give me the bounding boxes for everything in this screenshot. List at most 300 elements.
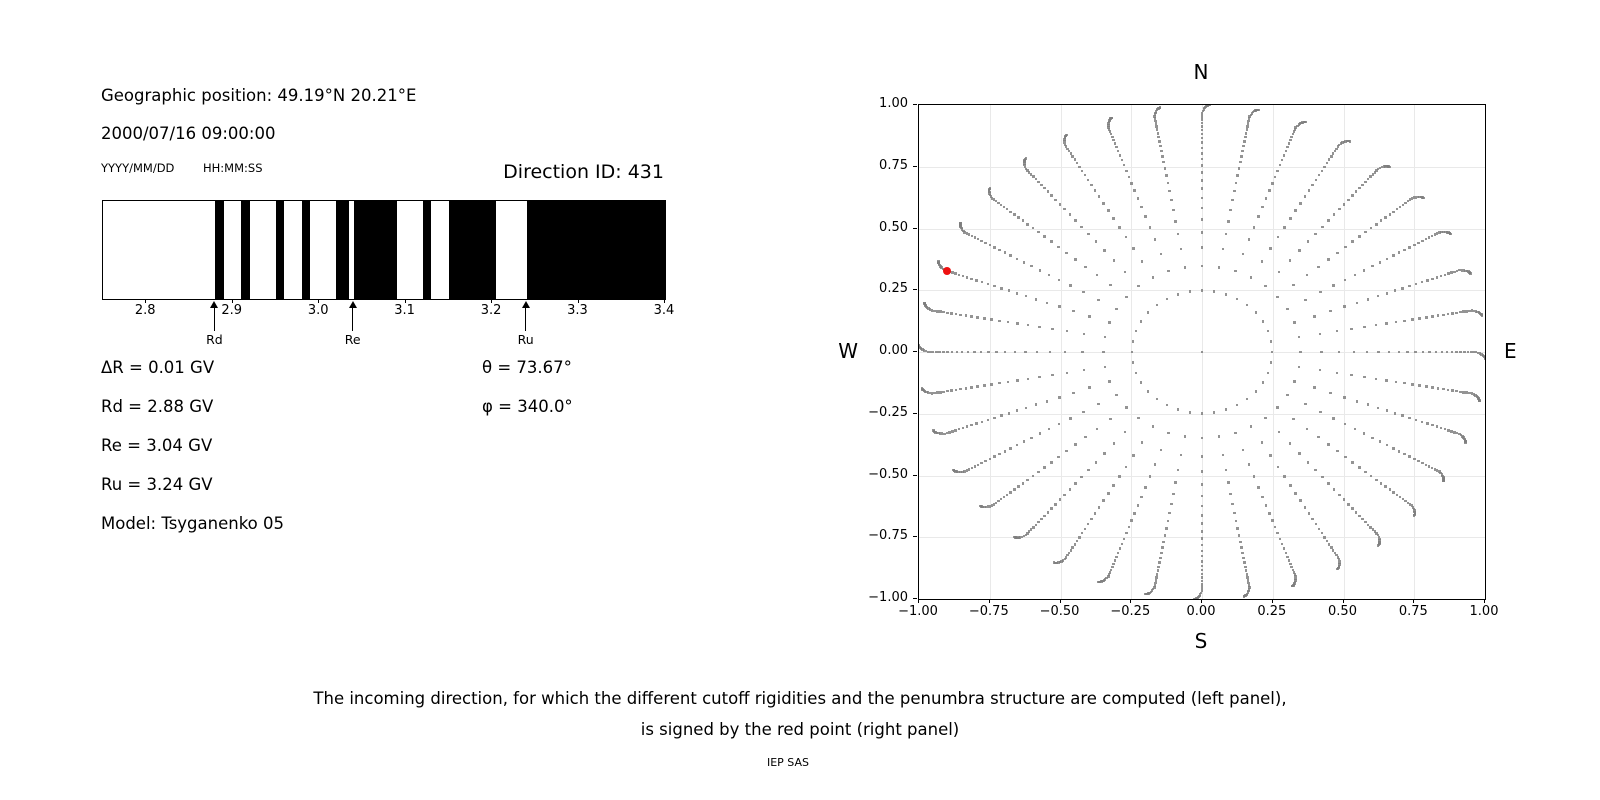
direction-dot bbox=[1108, 573, 1111, 576]
direction-dot bbox=[1298, 336, 1301, 339]
x-tick-label: 0.75 bbox=[1398, 604, 1428, 619]
direction-dot bbox=[1417, 460, 1420, 463]
direction-dot bbox=[1025, 295, 1028, 298]
x-tick-mark bbox=[918, 599, 919, 603]
penumbra-barcode-plot bbox=[102, 200, 666, 300]
direction-dot bbox=[1124, 431, 1127, 434]
allowed-rigidity-band bbox=[336, 201, 349, 299]
direction-dot bbox=[989, 244, 992, 247]
direction-dot bbox=[1384, 485, 1387, 488]
direction-dot bbox=[1009, 447, 1012, 450]
direction-dot bbox=[1242, 253, 1245, 256]
direction-dot bbox=[1132, 361, 1135, 364]
direction-dot bbox=[1455, 351, 1458, 354]
direction-dot bbox=[1027, 324, 1030, 327]
direction-dot bbox=[1453, 431, 1456, 434]
direction-dot bbox=[1066, 330, 1069, 333]
direction-dot bbox=[1244, 566, 1247, 569]
direction-scatter-plot bbox=[918, 104, 1486, 600]
direction-dot bbox=[1050, 507, 1053, 510]
direction-dot bbox=[1264, 285, 1267, 288]
direction-dot bbox=[993, 246, 996, 249]
direction-dot bbox=[1201, 530, 1204, 533]
direction-dot bbox=[1355, 190, 1358, 193]
direction-dot bbox=[1250, 425, 1253, 428]
theta-value: θ = 73.67° bbox=[482, 358, 572, 377]
direction-dot bbox=[1315, 523, 1318, 526]
caption-line-2: is signed by the red point (right panel) bbox=[640, 720, 960, 739]
direction-dot bbox=[1459, 391, 1462, 394]
direction-dot bbox=[1162, 161, 1165, 164]
direction-dot bbox=[1090, 518, 1093, 521]
direction-dot bbox=[1227, 220, 1230, 223]
direction-dot bbox=[1109, 571, 1112, 574]
direction-dot bbox=[1112, 217, 1115, 220]
direction-dot bbox=[1084, 174, 1087, 177]
direction-dot bbox=[1458, 433, 1461, 436]
direction-dot bbox=[980, 240, 983, 243]
direction-dot bbox=[1415, 283, 1418, 286]
direction-dot bbox=[1050, 194, 1053, 197]
direction-dot bbox=[1154, 582, 1157, 585]
direction-dot bbox=[1037, 231, 1040, 234]
direction-dot bbox=[1437, 314, 1440, 317]
direction-dot bbox=[1158, 561, 1161, 564]
direction-dot bbox=[1330, 546, 1333, 549]
direction-dot bbox=[1087, 469, 1090, 472]
direction-dot bbox=[1201, 133, 1204, 136]
direction-dot bbox=[1074, 543, 1077, 546]
direction-dot bbox=[958, 274, 961, 277]
direction-dot bbox=[1233, 512, 1236, 515]
x-tick-mark bbox=[1413, 599, 1414, 603]
direction-dot bbox=[1338, 208, 1341, 211]
direction-dot bbox=[1434, 468, 1437, 471]
direction-dot bbox=[1351, 194, 1354, 197]
direction-dot bbox=[1141, 441, 1144, 444]
direction-dot bbox=[1286, 556, 1289, 559]
direction-dot bbox=[1399, 496, 1402, 499]
direction-dot bbox=[981, 281, 984, 284]
direction-dot bbox=[1097, 403, 1100, 406]
direction-dot bbox=[1364, 181, 1367, 184]
direction-dot bbox=[1201, 265, 1204, 268]
direction-dot bbox=[1149, 226, 1152, 229]
direction-dot bbox=[1236, 527, 1239, 530]
compass-east-label: E bbox=[1504, 339, 1517, 363]
direction-dot bbox=[1201, 289, 1204, 292]
y-tick-label: 0.50 bbox=[879, 219, 908, 235]
y-tick-label: −0.50 bbox=[868, 466, 908, 482]
barcode-tick-label: 3.2 bbox=[480, 303, 502, 318]
direction-dot bbox=[1154, 463, 1157, 466]
re-value: Re = 3.04 GV bbox=[101, 436, 213, 455]
direction-dot bbox=[970, 386, 973, 389]
direction-dot bbox=[1155, 579, 1158, 582]
direction-dot bbox=[942, 391, 945, 394]
direction-dot bbox=[1014, 351, 1017, 354]
direction-dot bbox=[1135, 330, 1138, 333]
barcode-tick-label: 2.9 bbox=[221, 303, 243, 318]
direction-dot bbox=[1314, 469, 1317, 472]
direction-dot bbox=[1201, 585, 1204, 588]
direction-dot bbox=[1024, 351, 1027, 354]
direction-dot bbox=[987, 283, 990, 286]
direction-dot bbox=[1201, 246, 1204, 249]
direction-dot bbox=[1403, 382, 1406, 385]
direction-dot bbox=[1351, 507, 1354, 510]
direction-dot bbox=[1344, 456, 1347, 459]
direction-dot bbox=[1180, 454, 1183, 457]
direction-dot bbox=[975, 422, 978, 425]
direction-dot bbox=[1201, 218, 1204, 221]
direction-dot bbox=[946, 390, 949, 393]
direction-dot bbox=[1436, 232, 1439, 235]
time-format-label: HH:MM:SS bbox=[203, 161, 263, 175]
direction-dot bbox=[1413, 458, 1416, 461]
direction-dot bbox=[1388, 351, 1391, 354]
direction-dot bbox=[1350, 374, 1353, 377]
direction-dot bbox=[1431, 278, 1434, 281]
direction-dot bbox=[1343, 305, 1346, 308]
direction-dot bbox=[1261, 496, 1264, 499]
direction-dot bbox=[1008, 289, 1011, 292]
direction-dot bbox=[1147, 311, 1150, 314]
direction-dot bbox=[1125, 466, 1128, 469]
direction-dot bbox=[1157, 569, 1160, 572]
direction-dot bbox=[1016, 258, 1019, 261]
direction-dot bbox=[1241, 150, 1244, 153]
direction-dot bbox=[1025, 407, 1028, 410]
direction-dot bbox=[1463, 351, 1466, 354]
direction-dot bbox=[1135, 372, 1138, 375]
direction-dot bbox=[1043, 466, 1046, 469]
direction-dot bbox=[1094, 512, 1097, 515]
direction-dot bbox=[1218, 266, 1221, 269]
direction-dot bbox=[1032, 475, 1035, 478]
direction-dot bbox=[1271, 182, 1274, 185]
direction-dot bbox=[1035, 403, 1038, 406]
direction-dot bbox=[1426, 279, 1429, 282]
direction-dot bbox=[1074, 158, 1077, 161]
direction-dot bbox=[1274, 176, 1277, 179]
direction-dot bbox=[1123, 538, 1126, 541]
gridline-vertical bbox=[1344, 105, 1345, 599]
direction-dot bbox=[1247, 579, 1250, 582]
direction-dot bbox=[1386, 292, 1389, 295]
direction-dot bbox=[1440, 231, 1443, 234]
direction-dot bbox=[1444, 428, 1447, 431]
direction-dot bbox=[1407, 200, 1410, 203]
direction-dot bbox=[990, 383, 993, 386]
direction-dot bbox=[974, 236, 977, 239]
direction-dot bbox=[1451, 389, 1454, 392]
direction-dot bbox=[1323, 166, 1326, 169]
direction-dot bbox=[1160, 253, 1163, 256]
direction-dot bbox=[1201, 125, 1204, 128]
direction-dot bbox=[1240, 155, 1243, 158]
direction-dot bbox=[1201, 412, 1204, 415]
direction-dot bbox=[1255, 311, 1258, 314]
direction-dot bbox=[1184, 435, 1187, 438]
direction-dot bbox=[965, 387, 968, 390]
direction-dot bbox=[1121, 159, 1124, 162]
direction-dot bbox=[1294, 492, 1297, 495]
direction-dot bbox=[961, 351, 964, 354]
direction-dot bbox=[1004, 351, 1007, 354]
direction-dot bbox=[1304, 403, 1307, 406]
direction-dot bbox=[1189, 290, 1192, 293]
direction-dot bbox=[1344, 246, 1347, 249]
y-tick-mark bbox=[913, 598, 917, 599]
direction-dot bbox=[1154, 238, 1157, 241]
direction-dot bbox=[1319, 369, 1322, 372]
direction-dot bbox=[1109, 418, 1112, 421]
direction-dot bbox=[1032, 526, 1035, 529]
direction-dot bbox=[1152, 276, 1155, 279]
direction-dot bbox=[1468, 392, 1471, 395]
direction-dot bbox=[1257, 215, 1260, 218]
direction-dot bbox=[1418, 384, 1421, 387]
direction-dot bbox=[1147, 390, 1150, 393]
direction-dot bbox=[965, 314, 968, 317]
direction-dot bbox=[1172, 493, 1175, 496]
direction-dot bbox=[1066, 554, 1069, 557]
direction-dot bbox=[1058, 279, 1061, 282]
direction-dot bbox=[1115, 394, 1118, 397]
direction-dot bbox=[1456, 270, 1459, 273]
direction-dot bbox=[1225, 293, 1228, 296]
direction-dot bbox=[1003, 206, 1006, 209]
direction-dot bbox=[1118, 226, 1121, 229]
direction-dot bbox=[955, 313, 958, 316]
direction-dot bbox=[1323, 536, 1326, 539]
direction-dot bbox=[1380, 482, 1383, 485]
direction-dot bbox=[1201, 550, 1204, 553]
direction-dot bbox=[1248, 238, 1251, 241]
direction-dot bbox=[1278, 431, 1281, 434]
direction-dot bbox=[1262, 381, 1265, 384]
direction-dot bbox=[1131, 351, 1134, 354]
direction-dot bbox=[993, 285, 996, 288]
selected-direction-red-point bbox=[943, 267, 951, 275]
phi-value: φ = 340.0° bbox=[482, 397, 573, 416]
direction-dot bbox=[1107, 492, 1110, 495]
y-tick-mark bbox=[913, 351, 917, 352]
direction-dot bbox=[1267, 330, 1270, 333]
allowed-rigidity-band bbox=[276, 201, 285, 299]
direction-dot bbox=[1408, 417, 1411, 420]
direction-dot bbox=[1157, 136, 1160, 139]
direction-dot bbox=[1068, 552, 1071, 555]
direction-dot bbox=[1386, 409, 1389, 412]
direction-dot bbox=[1398, 351, 1401, 354]
direction-dot bbox=[1027, 378, 1030, 381]
direction-dot bbox=[1081, 170, 1084, 173]
direction-dot bbox=[1037, 471, 1040, 474]
direction-dot bbox=[1007, 381, 1010, 384]
direction-dot bbox=[1447, 389, 1450, 392]
direction-dot bbox=[1285, 150, 1288, 153]
direction-dot bbox=[955, 389, 958, 392]
direction-dot bbox=[1265, 504, 1268, 507]
direction-dot bbox=[1177, 293, 1180, 296]
direction-dot bbox=[1026, 479, 1029, 482]
direction-dot bbox=[958, 428, 961, 431]
direction-dot bbox=[1246, 398, 1249, 401]
direction-dot bbox=[1327, 258, 1330, 261]
credit-label: IEP SAS bbox=[766, 756, 810, 769]
direction-dot bbox=[1009, 491, 1012, 494]
direction-dot bbox=[1130, 182, 1133, 185]
direction-dot bbox=[1032, 227, 1035, 230]
direction-dot bbox=[956, 351, 959, 354]
direction-dot bbox=[1064, 351, 1067, 354]
direction-dot bbox=[1107, 209, 1110, 212]
direction-dot bbox=[1292, 569, 1295, 572]
direction-dot bbox=[1087, 233, 1090, 236]
direction-dot bbox=[1392, 254, 1395, 257]
y-tick-mark bbox=[913, 413, 917, 414]
direction-dot bbox=[1130, 519, 1133, 522]
direction-dot bbox=[939, 391, 942, 394]
direction-dot bbox=[1470, 351, 1473, 354]
direction-dot bbox=[1038, 326, 1041, 329]
direction-dot bbox=[1389, 488, 1392, 491]
direction-dot bbox=[1328, 158, 1331, 161]
direction-dot bbox=[1413, 244, 1416, 247]
direction-dot bbox=[1395, 381, 1398, 384]
direction-dot bbox=[1022, 482, 1025, 485]
direction-dot bbox=[1286, 146, 1289, 149]
direction-dot bbox=[1442, 314, 1445, 317]
direction-dot bbox=[1306, 428, 1309, 431]
direction-dot bbox=[1170, 199, 1173, 202]
direction-dot bbox=[1293, 380, 1296, 383]
direction-dot bbox=[1375, 378, 1378, 381]
direction-dot bbox=[1441, 351, 1444, 354]
direction-dot bbox=[1072, 392, 1075, 395]
allowed-rigidity-band bbox=[241, 201, 250, 299]
direction-dot bbox=[1118, 475, 1121, 478]
direction-dot bbox=[1375, 479, 1378, 482]
direction-dot bbox=[1455, 390, 1458, 393]
direction-dot bbox=[1276, 170, 1279, 173]
direction-dot bbox=[1090, 184, 1093, 187]
direction-dot bbox=[1250, 276, 1253, 279]
direction-dot bbox=[1144, 215, 1147, 218]
direction-dot bbox=[1229, 493, 1232, 496]
direction-dot bbox=[998, 382, 1001, 385]
direction-dot bbox=[1371, 265, 1374, 268]
direction-dot bbox=[1084, 528, 1087, 531]
direction-dot bbox=[1369, 526, 1372, 529]
direction-dot bbox=[1115, 308, 1118, 311]
direction-dot bbox=[1269, 247, 1272, 250]
direction-dot bbox=[1156, 304, 1159, 307]
direction-dot bbox=[1426, 422, 1429, 425]
direction-dot bbox=[1361, 184, 1364, 187]
direction-dot bbox=[1425, 464, 1428, 467]
direction-dot bbox=[1255, 390, 1258, 393]
arrow-stem bbox=[214, 307, 215, 331]
direction-dot bbox=[1328, 543, 1331, 546]
direction-dot bbox=[1327, 219, 1330, 222]
direction-dot bbox=[1363, 376, 1366, 379]
direction-dot bbox=[1006, 208, 1009, 211]
direction-dot bbox=[1023, 261, 1026, 264]
direction-dot bbox=[1319, 291, 1322, 294]
direction-dot bbox=[1318, 528, 1321, 531]
direction-dot bbox=[1276, 296, 1279, 299]
direction-dot bbox=[1128, 176, 1131, 179]
direction-dot bbox=[1358, 466, 1361, 469]
direction-dot bbox=[1043, 187, 1046, 190]
direction-dot bbox=[942, 351, 945, 354]
direction-dot bbox=[1048, 428, 1051, 431]
direction-dot bbox=[1354, 428, 1357, 431]
direction-dot bbox=[1174, 481, 1177, 484]
direction-dot bbox=[1017, 216, 1020, 219]
direction-dot bbox=[1277, 466, 1280, 469]
direction-dot bbox=[1446, 351, 1449, 354]
direction-dot bbox=[1371, 437, 1374, 440]
direction-dot bbox=[1321, 476, 1324, 479]
direction-dot bbox=[1238, 534, 1241, 537]
direction-dot bbox=[1315, 179, 1318, 182]
direction-dot bbox=[1159, 145, 1162, 148]
direction-dot bbox=[1161, 155, 1164, 158]
direction-dot bbox=[1402, 204, 1405, 207]
direction-dot bbox=[1069, 417, 1072, 420]
direction-dot bbox=[1059, 203, 1062, 206]
direction-dot bbox=[1102, 351, 1105, 354]
direction-dot bbox=[1425, 238, 1428, 241]
direction-dot bbox=[1074, 219, 1077, 222]
direction-dot bbox=[1450, 271, 1453, 274]
direction-dot bbox=[1366, 351, 1369, 354]
direction-dot bbox=[1283, 154, 1286, 157]
direction-dot bbox=[1231, 199, 1234, 202]
direction-dot bbox=[1231, 503, 1234, 506]
direction-dot bbox=[1218, 435, 1221, 438]
direction-dot bbox=[1456, 432, 1459, 435]
direction-dot bbox=[1172, 209, 1175, 212]
direction-dot bbox=[1037, 521, 1040, 524]
x-tick-label: 0.25 bbox=[1257, 604, 1287, 619]
direction-dot bbox=[1201, 522, 1204, 525]
allowed-rigidity-band bbox=[449, 201, 497, 299]
y-tick-label: −1.00 bbox=[868, 590, 908, 605]
direction-dot bbox=[1450, 430, 1453, 433]
direction-dot bbox=[1370, 475, 1373, 478]
direction-dot bbox=[1367, 403, 1370, 406]
y-tick-mark bbox=[913, 536, 917, 537]
direction-dot bbox=[1160, 552, 1163, 555]
direction-dot bbox=[1103, 249, 1106, 252]
direction-dot bbox=[1286, 394, 1289, 397]
direction-dot bbox=[1201, 179, 1204, 182]
direction-dot bbox=[1242, 449, 1245, 452]
direction-dot bbox=[1201, 573, 1204, 576]
direction-dot bbox=[951, 351, 954, 354]
direction-dot bbox=[1124, 271, 1127, 274]
direction-dot bbox=[1399, 206, 1402, 209]
direction-dot bbox=[1241, 552, 1244, 555]
direction-dot bbox=[950, 389, 953, 392]
direction-dot bbox=[1447, 313, 1450, 316]
direction-dot bbox=[989, 458, 992, 461]
